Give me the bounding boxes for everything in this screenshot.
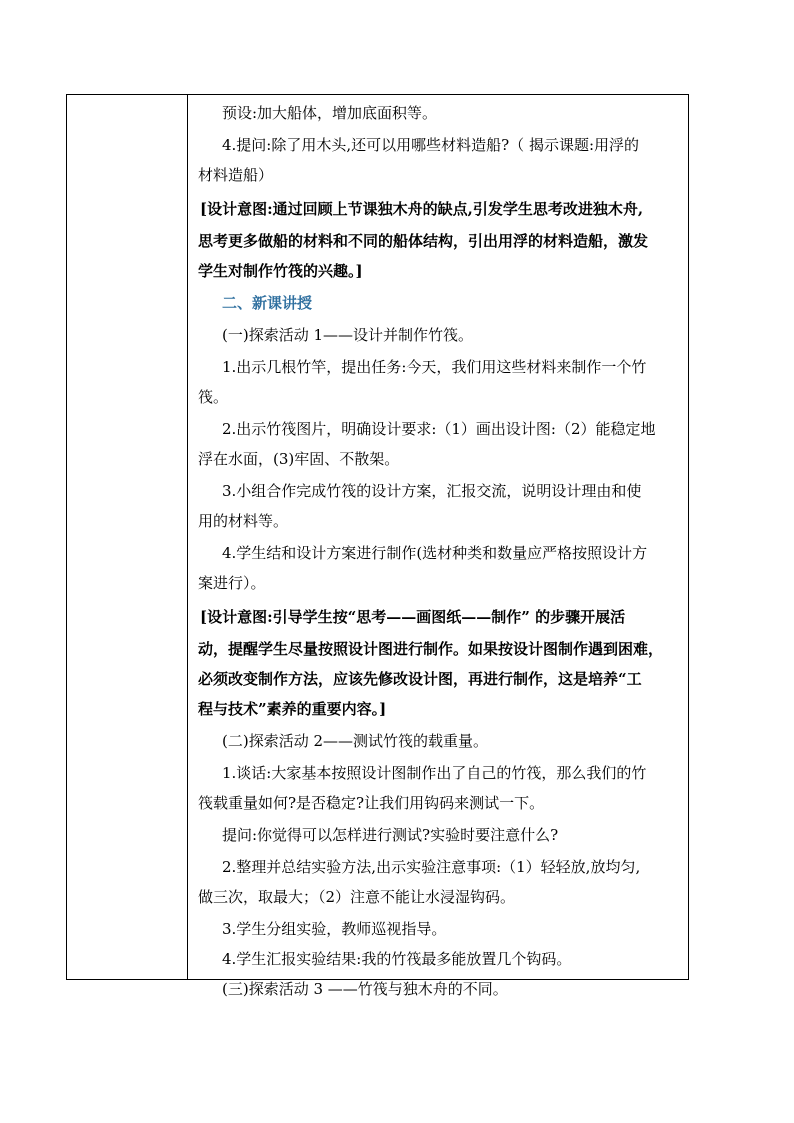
text-line: 筏。	[198, 388, 229, 406]
design-intent-line: 动，提醒学生尽量按照设计图进行制作。如果按设计图制作遇到困难，	[198, 640, 664, 658]
text-line: 预设:加大船体，增加底面积等。	[222, 104, 438, 122]
text-line: 3.小组合作完成竹筏的设计方案，汇报交流，说明设计理由和使	[222, 482, 642, 500]
text-line: 1.出示几根竹竿，提出任务:今天，我们用这些材料来制作一个竹	[222, 358, 647, 376]
text-line: 1.谈话:大家基本按照设计图制作出了自己的竹筏，那么我们的竹	[222, 764, 647, 782]
design-intent-line: [设计意图:通过回顾上节课独木舟的缺点,引发学生思考改进独木舟,	[200, 200, 644, 218]
text-line: 筏载重量如何?是否稳定?让我们用钩码来测试一下。	[198, 794, 545, 812]
text-line: (一)探索活动 1——设计并制作竹筏。	[222, 326, 474, 344]
section-heading: 二、新课讲授	[222, 294, 313, 312]
text-line: 2.出示竹筏图片，明确设计要求:（1）画出设计图:（2）能稳定地	[222, 420, 656, 438]
design-intent-line: 必须改变制作方法，应该先修改设计图，再进行制作，这是培养“工	[198, 670, 642, 688]
text-line: 做三次，取最大；（2）注意不能让水浸湿钩码。	[198, 888, 516, 906]
text-line: 案进行）。	[198, 574, 266, 592]
text-line: 4.学生结和设计方案进行制作(选材种类和数量应严格按照设计方	[222, 544, 648, 562]
text-line: 4.学生汇报实验结果:我的竹筏最多能放置几个钩码。	[222, 950, 572, 968]
text-line: 材料造船）	[198, 166, 274, 184]
text-line: (二)探索活动 2——测试竹筏的载重量。	[222, 732, 489, 750]
column-divider	[187, 95, 188, 979]
text-line: 提问:你觉得可以怎样进行测试?实验时要注意什么?	[222, 826, 559, 844]
design-intent-line: 程与技术”素养的重要内容。]	[198, 700, 387, 718]
design-intent-line: 思考更多做船的材料和不同的船体结构，引出用浮的材料造船，激发	[198, 232, 649, 250]
text-line: 用的材料等。	[198, 512, 289, 530]
design-intent-line: [设计意图:引导学生按“思考——画图纸——制作” 的步骤开展活	[200, 608, 626, 626]
text-line: 浮在水面，(3)牢固、不散架。	[198, 450, 400, 468]
text-line: 4.提问:除了用木头,还可以用哪些材料造船?（ 揭示课题:用浮的	[222, 136, 639, 154]
design-intent-line: 学生对制作竹筏的兴趣。]	[198, 262, 363, 280]
text-line: 3.学生分组实验，教师巡视指导。	[222, 920, 447, 938]
text-line: (三)探索活动 3 ——竹筏与独木舟的不同。	[222, 980, 508, 998]
text-line: 2.整理并总结实验方法,出示实验注意事项:（1）轻轻放,放均匀,	[222, 858, 641, 876]
lesson-table	[66, 94, 689, 998]
